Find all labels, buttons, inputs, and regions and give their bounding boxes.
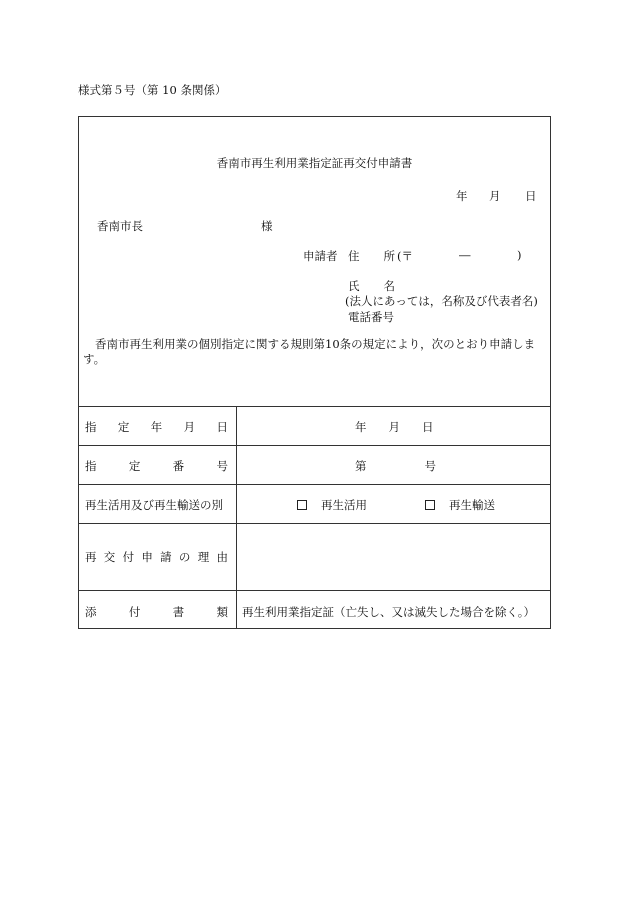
date-month: 月 [489, 189, 501, 203]
label-char: 交 [103, 550, 116, 564]
label-char: 号 [216, 459, 228, 473]
label-char: 添 [85, 605, 97, 619]
label-char: 類 [216, 605, 228, 619]
statement: 香南市再生利用業の個別指定に関する規則第10条の規定により，次のとおり申請します。 [83, 337, 536, 366]
address-label-char-1: 住 [348, 249, 360, 263]
name-label-char-1: 氏 [348, 279, 360, 293]
label-char: 書 [172, 605, 185, 619]
applicant-label: 申請者 [303, 249, 338, 263]
label-char: 定 [128, 459, 141, 473]
label-char: 指 [85, 459, 97, 473]
row-divider [79, 484, 550, 485]
name-note: (法人にあっては，名称及び代表者名) [345, 294, 538, 308]
label-char: 付 [122, 550, 135, 564]
label-char: 請 [160, 550, 172, 564]
form-number: 様式第５号（第 10 条関係） [78, 83, 227, 97]
row-divider [79, 445, 550, 446]
row-divider [79, 590, 550, 591]
value-day: 日 [422, 420, 434, 434]
label-char: 番 [172, 459, 185, 473]
row-label-designation-date [85, 419, 228, 435]
checkbox-icon[interactable] [297, 500, 307, 510]
option-recycle-use[interactable] [297, 497, 367, 513]
option-label: 再生活用 [321, 498, 367, 512]
form-title: 香南市再生利用業指定証再交付申請書 [216, 156, 413, 170]
value-month: 月 [388, 420, 400, 434]
row-label-attachments [85, 604, 228, 620]
attachments-value: 再生利用業指定証（亡失し、又は滅失した場合を除く。） [242, 605, 536, 619]
row-label-designation-number [85, 458, 228, 474]
label-char: 日 [216, 420, 228, 434]
label-char: 付 [128, 605, 141, 619]
label-char: 申 [141, 550, 153, 564]
phone-label: 電話番号 [348, 310, 394, 324]
column-divider [236, 407, 237, 628]
address-label-char-2: 所 [383, 249, 395, 263]
value-go: 号 [424, 459, 436, 473]
address-label [348, 248, 395, 264]
honorific: 様 [261, 219, 273, 233]
row-label-reissue-reason [85, 549, 228, 565]
name-label-char-2: 名 [383, 279, 395, 293]
label-char: 年 [150, 420, 163, 434]
checkbox-icon[interactable] [425, 500, 435, 510]
label-char: 再 [85, 550, 97, 564]
option-label: 再生輸送 [449, 498, 495, 512]
label-char: 由 [216, 550, 228, 564]
designation-number-value [355, 458, 436, 474]
row-divider [79, 523, 550, 524]
row-divider [79, 406, 550, 407]
label-char: 月 [183, 420, 196, 434]
label-char: 指 [85, 420, 97, 434]
label-char: 定 [117, 420, 130, 434]
postal-close: ) [517, 248, 522, 262]
option-recycle-transport[interactable] [425, 497, 495, 513]
addressee: 香南市長 [97, 219, 143, 233]
value-year: 年 [355, 420, 367, 434]
date-day: 日 [525, 189, 537, 203]
postal-dash: ― [459, 248, 471, 262]
name-label [348, 278, 395, 294]
label-char: の [178, 550, 191, 564]
value-dai: 第 [355, 459, 367, 473]
row-label-category: 再生活用及び再生輸送の別 [85, 498, 223, 512]
designation-date-value [355, 419, 434, 435]
label-char: 理 [197, 550, 210, 564]
date-year: 年 [456, 189, 468, 203]
postal-open: (〒 [397, 249, 413, 263]
application-form [78, 116, 551, 629]
